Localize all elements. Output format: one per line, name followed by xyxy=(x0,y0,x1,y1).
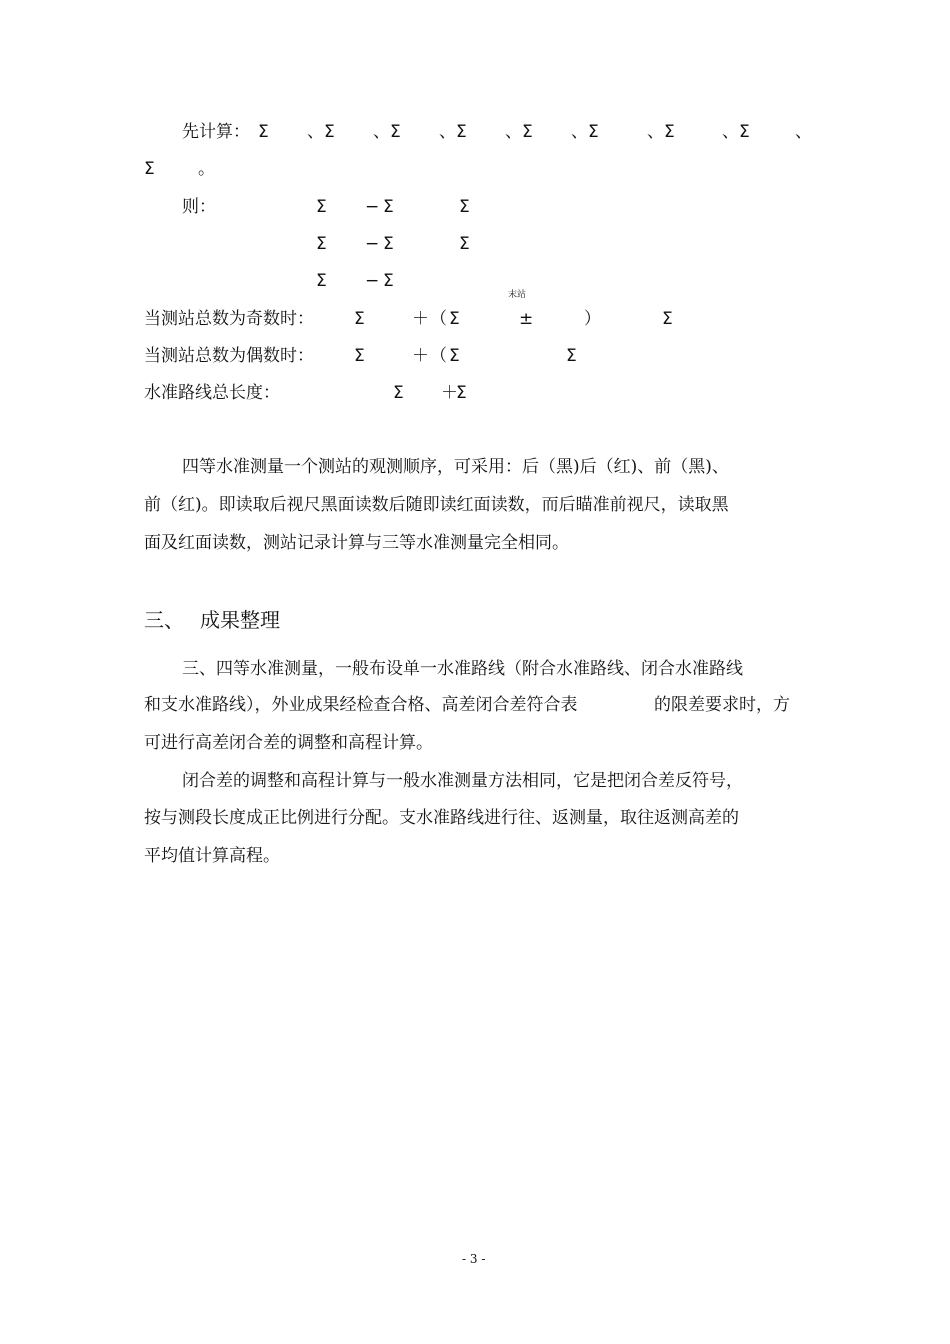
separator: 、 xyxy=(505,122,522,142)
sigma-symbol: Σ xyxy=(456,122,467,142)
paragraph-line: 可进行高差闭合差的调整和高程计算。 xyxy=(144,733,433,753)
plus-sign: ＋ xyxy=(441,383,458,403)
plus-minus-sign: ± xyxy=(519,309,534,329)
plus-sign: ＋ xyxy=(412,346,429,366)
then-label: 则： xyxy=(182,197,216,217)
sigma-symbol: Σ xyxy=(456,383,467,403)
paragraph-line: 面及红面读数，测站记录计算与三等水准测量完全相同。 xyxy=(144,533,569,553)
sigma-symbol: Σ xyxy=(324,122,335,142)
sigma-symbol: Σ xyxy=(354,309,365,329)
separator: 、 xyxy=(571,122,588,142)
paragraph-line: 三、四等水准测量，一般布设单一水准路线（附合水准路线、闭合水准路线 xyxy=(182,659,743,679)
sigma-symbol: Σ xyxy=(144,159,155,179)
paragraph-line: 按与测段长度成正比例进行分配。支水准路线进行往、返测量，取往返测高差的 xyxy=(144,808,739,828)
sigma-symbol: Σ xyxy=(393,383,404,403)
open-paren: （ xyxy=(430,309,447,329)
separator: 、 xyxy=(439,122,456,142)
sigma-symbol: Σ xyxy=(258,122,269,142)
paragraph-line: 四等水准测量一个测站的观测顺序，可采用：后（黑)后（红)、前（黑)、 xyxy=(182,457,729,477)
minus-sign: − xyxy=(365,234,380,254)
paragraph-line: 和支水准路线），外业成果经检查合格、高差闭合差符合表 xyxy=(144,695,578,715)
separator: 、 xyxy=(795,122,812,142)
sigma-symbol: Σ xyxy=(739,122,750,142)
section-title: 成果整理 xyxy=(200,608,280,632)
sigma-symbol: Σ xyxy=(459,197,470,217)
sigma-symbol: Σ xyxy=(316,234,327,254)
compute-label: 先计算： xyxy=(182,122,250,142)
section-number: 三、 xyxy=(144,608,184,632)
sigma-symbol: Σ xyxy=(383,197,394,217)
sigma-symbol: Σ xyxy=(316,197,327,217)
sigma-symbol: Σ xyxy=(459,234,470,254)
paragraph-line: 平均值计算高程。 xyxy=(144,846,280,866)
period: 。 xyxy=(198,159,215,179)
sigma-symbol: Σ xyxy=(390,122,401,142)
page-number: - 3 - xyxy=(462,1252,486,1266)
sigma-symbol: Σ xyxy=(662,309,673,329)
separator: 、 xyxy=(307,122,324,142)
sigma-symbol: Σ xyxy=(449,309,460,329)
sigma-symbol: Σ xyxy=(383,234,394,254)
separator: 、 xyxy=(722,122,739,142)
minus-sign: − xyxy=(365,271,380,291)
sigma-symbol: Σ xyxy=(383,271,394,291)
sigma-symbol: Σ xyxy=(522,122,533,142)
separator: 、 xyxy=(647,122,664,142)
close-paren: ） xyxy=(584,309,601,329)
last-station-label: 末站 xyxy=(508,290,527,300)
sigma-symbol: Σ xyxy=(354,346,365,366)
paragraph-line: 的限差要求时，方 xyxy=(654,695,790,715)
sigma-symbol: Σ xyxy=(566,346,577,366)
paragraph-line: 闭合差的调整和高程计算与一般水准测量方法相同，它是把闭合差反符号， xyxy=(182,771,743,791)
paragraph-line: 前（红)。即读取后视尺黑面读数后随即读红面读数，而后瞄准前视尺，读取黑 xyxy=(144,495,729,515)
odd-stations-label: 当测站总数为奇数时： xyxy=(144,309,314,329)
minus-sign: − xyxy=(365,197,380,217)
open-paren: （ xyxy=(430,346,447,366)
sigma-symbol: Σ xyxy=(588,122,599,142)
total-length-label: 水准路线总长度： xyxy=(144,383,280,403)
separator: 、 xyxy=(373,122,390,142)
sigma-symbol: Σ xyxy=(316,271,327,291)
plus-sign: ＋ xyxy=(412,309,429,329)
sigma-symbol: Σ xyxy=(664,122,675,142)
sigma-symbol: Σ xyxy=(449,346,460,366)
even-stations-label: 当测站总数为偶数时： xyxy=(144,346,314,366)
